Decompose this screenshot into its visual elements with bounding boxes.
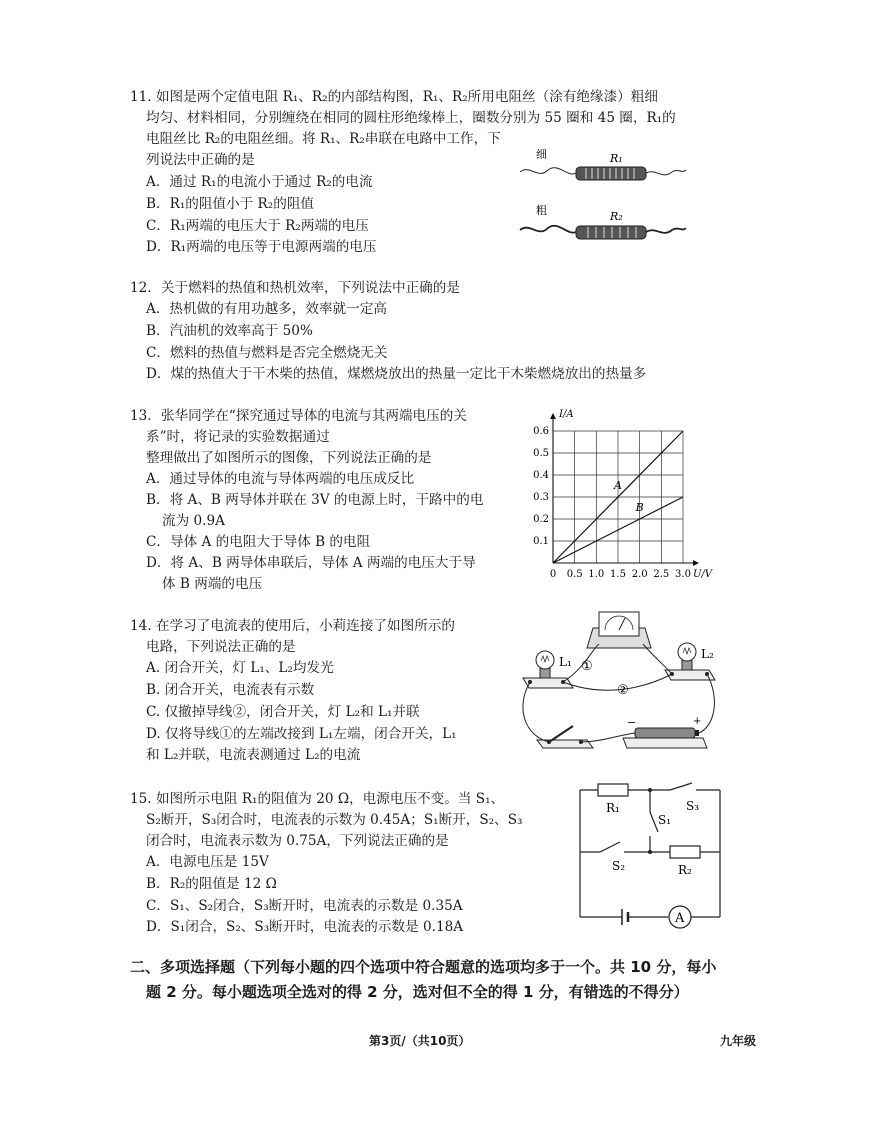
q13-line-2: 系”时，将记录的实验数据通过: [146, 429, 330, 445]
x-tick-label-1: 0.5: [566, 569, 583, 580]
q14-label-wire2: ②: [617, 683, 629, 698]
series-label-B: B: [635, 501, 644, 514]
q15-label-r1: R₁: [606, 801, 620, 815]
q11-label-thick: 粗: [536, 204, 547, 217]
q15-option-a: A．电源电压是 15V: [146, 854, 269, 870]
x-axis-arrow: [693, 560, 699, 566]
q14-option-b: B. 闭合开关，电流表有示数: [146, 682, 315, 698]
q11-option-d: D．R₁两端的电压等于电源两端的电压: [146, 239, 377, 255]
q15-label-ammeter: A: [675, 911, 685, 926]
q13-option-d-cont: 体 B 两端的电压: [162, 576, 263, 592]
y-tick-label-3: 0.4: [533, 470, 549, 481]
q15-line-2: S₂断开，S₃闭合时，电流表的示数为 0.45A；S₁断开，S₂、S₃: [146, 812, 523, 828]
footer-page-number: 第3页/（共10页）: [369, 1034, 471, 1048]
y-axis-label: I/A: [559, 409, 574, 420]
q11-resistor-figure: [510, 140, 690, 255]
q13-iu-chart: [525, 405, 725, 590]
x-tick-label-4: 2.0: [631, 569, 648, 580]
q13-line-3: 整理做出了如图所示的图像，下列说法正确的是: [146, 450, 432, 466]
q15-label-s1: S₁: [658, 813, 672, 827]
series-label-A: A: [614, 479, 622, 492]
q11-thick-wire-left: [520, 226, 576, 233]
q14-option-a: A. 闭合开关，灯 L₁、L₂均发光: [146, 660, 334, 676]
q13-option-c: C．导体 A 的电阻大于导体 B 的电阻: [146, 534, 371, 550]
x-tick-label-6: 3.0: [675, 569, 691, 580]
x-axis-label: U/V: [693, 569, 713, 580]
x-tick-label-2: 1.0: [588, 569, 605, 580]
q11-thin-wire-left: [520, 168, 576, 174]
q14-label-minus: −: [627, 716, 637, 729]
q11-option-a: A．通过 R₁的电流小于通过 R₂的电流: [146, 174, 373, 190]
q11-label-r2: R₂: [610, 210, 623, 223]
q13-line-1: 13．张华同学在“探究通过导体的电流与其两端电压的关: [130, 408, 467, 424]
q14-option-d-cont: 和 L₂并联，电流表测通过 L₂的电流: [146, 747, 361, 763]
q12-option-a: A．热机做的有用功越多，效率就一定高: [146, 301, 387, 317]
y-tick-label-1: 0.2: [533, 514, 549, 525]
q15-r1-symbol: [598, 784, 628, 796]
q14-line-1: 14. 在学习了电流表的使用后，小莉连接了如图所示的: [130, 618, 456, 634]
q14-switch: [537, 726, 593, 748]
q14-label-l1: L₁: [559, 655, 572, 669]
q15-label-r2: R₂: [678, 863, 692, 877]
y-tick-label-4: 0.5: [533, 448, 549, 459]
q15-option-b: B．R₂的阻值是 12 Ω: [146, 876, 277, 892]
q11-line-2: 均匀、材料相同，分别缠绕在相同的圆柱形绝缘棒上，圈数分别为 55 圈和 45 圈，R₁的: [146, 110, 676, 126]
q12-option-b: B．汽油机的效率高于 50%: [146, 323, 313, 339]
q14-label-plus: +: [693, 716, 702, 727]
y-tick-label-0: 0.1: [533, 536, 549, 547]
q14-option-c: C. 仅撤掉导线②，闭合开关，灯 L₂和 L₁并联: [146, 704, 420, 720]
q14-label-l2: L₂: [701, 647, 714, 661]
q11-option-b: B．R₁的阻值小于 R₂的阻值: [146, 196, 315, 212]
q15-label-s2: S₂: [612, 859, 626, 873]
x-tick-label-5: 2.5: [653, 569, 670, 580]
q14-battery: [623, 728, 707, 748]
q11-label-thin: 细: [536, 148, 547, 161]
x-tick-label-0: 0: [549, 569, 557, 580]
q11-thick-wire-right: [646, 228, 686, 233]
section2-heading-line-1: 二、多项选择题（下列每小题的四个选项中符合题意的选项均多于一个。共 10 分，每小: [130, 958, 717, 976]
x-tick-label-3: 1.5: [610, 569, 626, 580]
footer-grade: 九年级: [720, 1034, 757, 1048]
y-tick-label-2: 0.3: [533, 492, 549, 503]
q11-thin-wire-right: [646, 170, 686, 175]
q11-label-r1: R₁: [610, 152, 623, 165]
q14-line-2: 电路，下列说法正确的是: [146, 639, 296, 655]
q15-option-d: D．S₁闭合，S₂、S₃断开时，电流表的示数是 0.18A: [146, 919, 464, 935]
q13-option-d: D．将 A、B 两导体串联后，导体 A 两端的电压大于导: [146, 555, 476, 571]
q12-stem: 12．关于燃料的热值和热机效率，下列说法中正确的是: [130, 280, 460, 296]
section2-heading-line-2: 题 2 分。每小题选项全选对的得 2 分，选对但不全的得 1 分，有错选的不得分）: [146, 983, 689, 1001]
q12-option-c: C．燃料的热值与燃料是否完全燃烧无关: [146, 345, 388, 361]
q15-r2-symbol: [670, 846, 700, 858]
q14-circuit-figure: [515, 608, 730, 753]
q14-label-wire1: ①: [581, 659, 593, 674]
q13-option-b-cont: 流为 0.9A: [162, 513, 225, 529]
q15-option-c: C．S₁、S₂闭合，S₃断开时，电流表的示数是 0.35A: [146, 898, 463, 914]
q11-line-3: 电阻丝比 R₂的电阻丝细。将 R₁、R₂串联在电路中工作，下: [146, 131, 501, 147]
q11-option-c: C．R₁两端的电压大于 R₂两端的电压: [146, 218, 369, 234]
q15-line-1: 15. 如图所示电阻 R₁的阻值为 20 Ω，电源电压不变。当 S₁、: [130, 791, 505, 807]
q15-circuit-figure: [570, 780, 730, 925]
y-axis-arrow: [550, 413, 556, 419]
q14-option-d: D. 仅将导线①的左端改接到 L₁左端，闭合开关，L₁: [146, 726, 457, 742]
q15-line-3: 闭合时，电流表示数为 0.75A，下列说法正确的是: [146, 833, 449, 849]
q11-line-1: 11. 如图是两个定值电阻 R₁、R₂的内部结构图，R₁、R₂所用电阻丝（涂有绝缘漆）粗细: [130, 89, 658, 105]
q14-ammeter: [587, 612, 651, 648]
y-tick-label-5: 0.6: [533, 426, 549, 437]
q11-line-4: 列说法中正确的是: [146, 152, 255, 168]
q12-option-d: D．煤的热值大于干木柴的热值，煤燃烧放出的热量一定比干木柴燃烧放出的热量多: [146, 366, 647, 382]
q13-option-b: B．将 A、B 两导体并联在 3V 的电源上时，干路中的电: [146, 492, 484, 508]
q13-option-a: A．通过导体的电流与导体两端的电压成反比: [146, 471, 415, 487]
q15-label-s3: S₃: [686, 799, 700, 813]
